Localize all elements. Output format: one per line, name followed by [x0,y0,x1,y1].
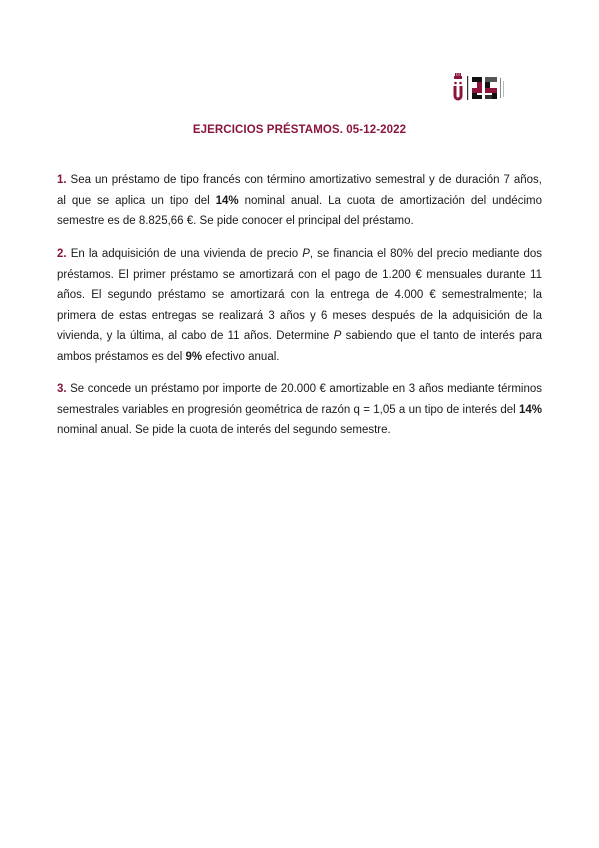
exercise-text: Sea un préstamo de tipo francés con término amortizativo semestral y de duración 7 años, al que se aplica un tipo del [57,174,542,207]
exercise-number: 1. [57,174,67,186]
exercise-text: efectivo anual. [202,350,280,363]
exercise-text: nominal anual. Se pide la cuota de interés del segundo semestre. [57,424,391,436]
exercise-number: 2. [57,248,67,260]
university-logo-icon [452,73,522,103]
exercise-text: Se concede un préstamo por importe de 20.000 € amortizable en 3 años mediante términos semestrales variables en progresión geométrica de razón q = 1,05 a un tipo de interés del [57,383,542,416]
exercise-text: En la adquisición de una vivienda de precio [70,248,303,260]
exercise-rate: 14% [215,194,239,207]
exercise-rate: 14% [518,403,542,416]
exercise-1 [57,170,542,232]
exercise-text: , se financia el 80% del precio mediante dos préstamos. El primer préstamo se amortizará con el pago de 1.200 € mensuales durante 11 años. El segundo préstamo se amortizará con la entrega de 4.000 € semestralmente; la primera de estas entregas se realizará 3 años y 6 meses después de la adquisición de la vivienda, y la última, al cabo de 11 años. Determine [57,248,543,342]
exercise-number: 3. [57,383,67,395]
exercise-text: sabiendo que el tanto de interés para ambos préstamos es del [57,330,542,363]
variable-p: P [333,330,342,342]
exercise-3 [57,379,542,441]
variable-p: P [302,248,310,260]
exercise-rate: 9% [185,350,203,363]
page-title: EJERCICIOS PRÉSTAMOS. 05-12-2022 [192,124,407,136]
exercise-2 [57,244,542,367]
exercise-text: nominal anual. La cuota de amortización del undécimo semestre es de 8.825,66 €. Se pide conocer el principal del préstamo. [57,194,542,227]
